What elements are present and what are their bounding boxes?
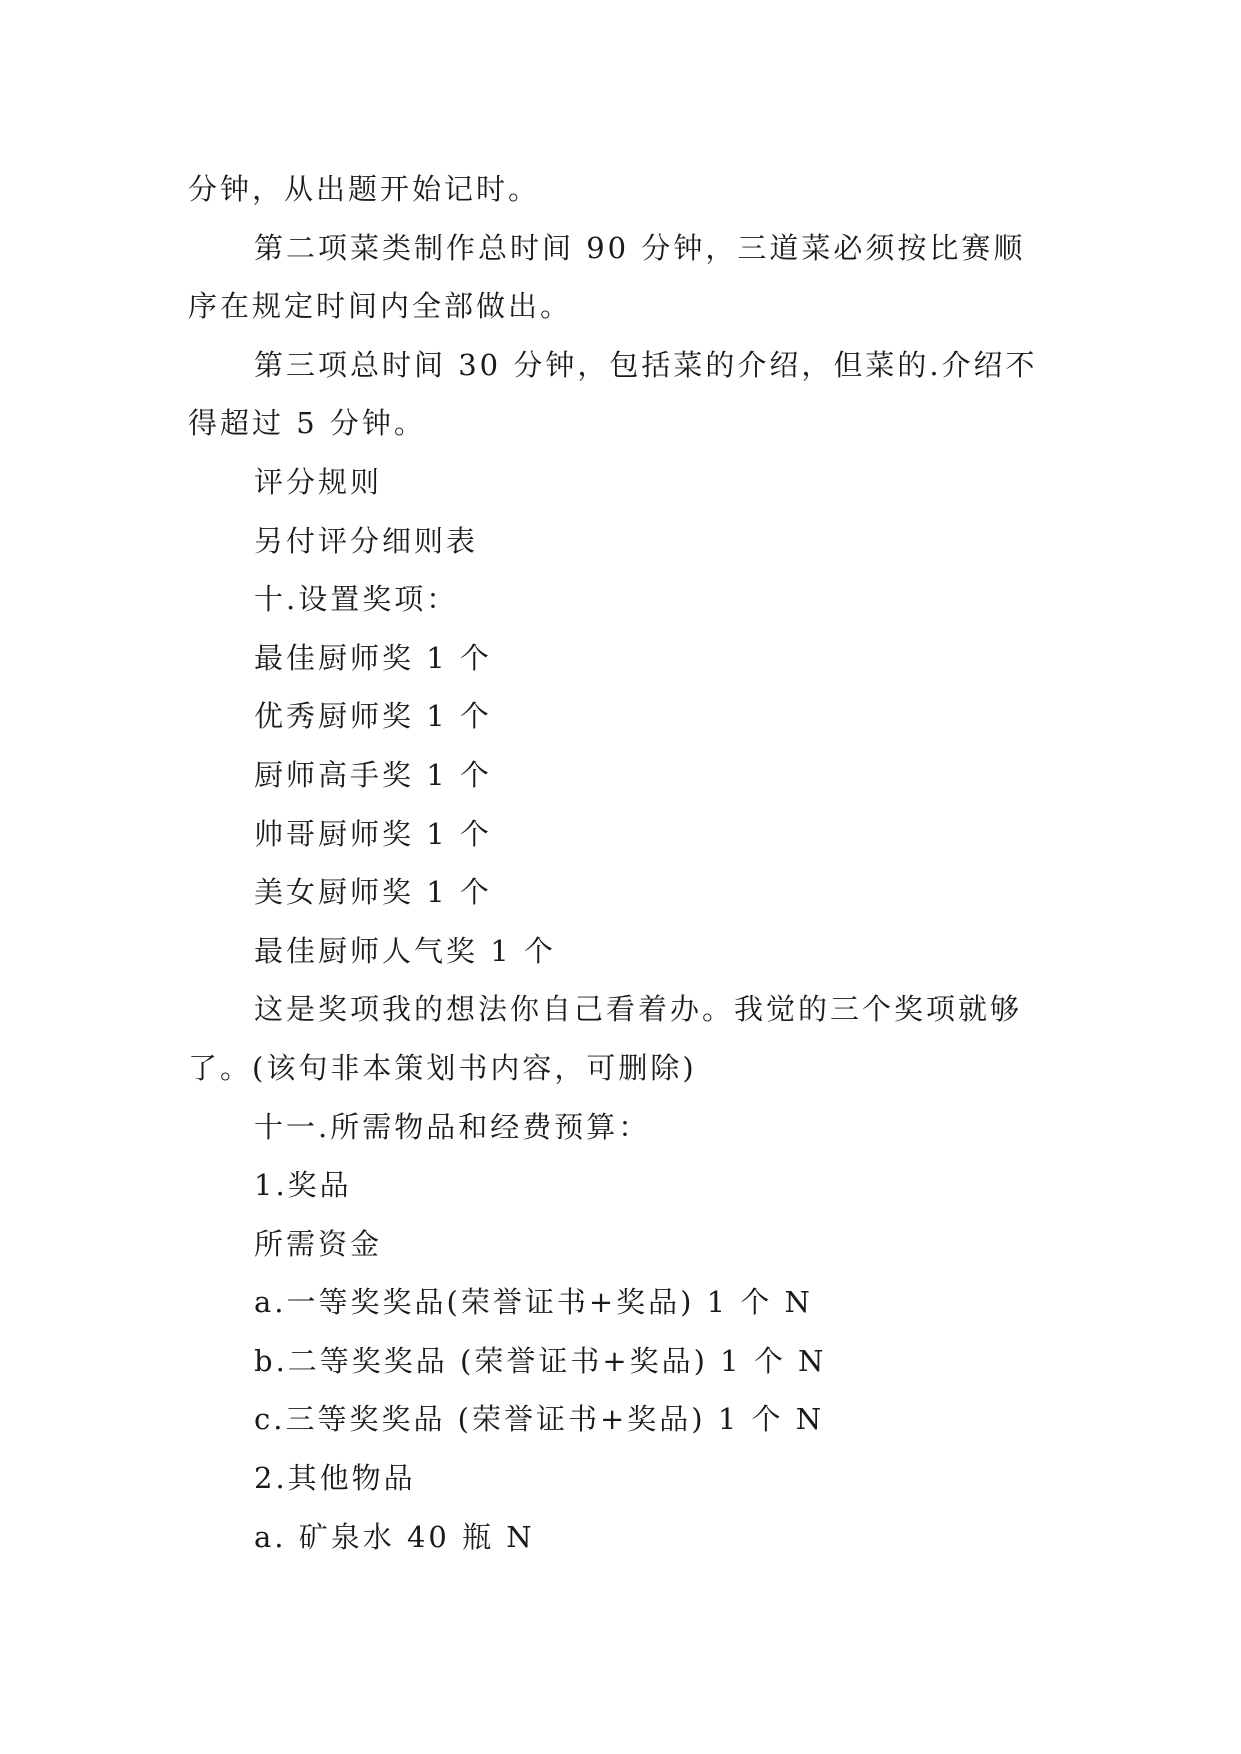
section-heading: 十.设置奖项： [254, 582, 459, 617]
paragraph-line: 另付评分细则表 [254, 523, 479, 558]
budget-item: a.一等奖奖品(荣誉证书+奖品) 1 个 N [254, 1285, 813, 1320]
paragraph-line: 第三项总时间 30 分钟，包括菜的介绍，但菜的.介绍不 [254, 347, 1038, 382]
paragraph-line: 得超过 5 分钟。 [188, 406, 426, 441]
award-item: 帅哥厨师奖 1 个 [254, 816, 492, 851]
paragraph-line: 了。(该句非本策划书内容，可删除) [188, 1050, 697, 1085]
paragraph-line: 所需资金 [254, 1226, 383, 1261]
paragraph-line: 序在规定时间内全部做出。 [188, 289, 573, 324]
budget-item: c.三等奖奖品 (荣誉证书+奖品) 1 个 N [254, 1402, 825, 1437]
award-item: 最佳厨师奖 1 个 [254, 640, 492, 675]
section-heading: 十一.所需物品和经费预算： [254, 1109, 651, 1144]
paragraph-line: 第二项菜类制作总时间 90 分钟，三道菜必须按比赛顺 [254, 230, 1026, 265]
award-item: 厨师高手奖 1 个 [254, 757, 492, 792]
award-item: 美女厨师奖 1 个 [254, 875, 492, 910]
budget-item: b.二等奖奖品 (荣誉证书+奖品) 1 个 N [254, 1343, 827, 1378]
document-body [188, 160, 1058, 1566]
award-item: 优秀厨师奖 1 个 [254, 699, 492, 734]
paragraph-line: 分钟，从出题开始记时。 [188, 172, 541, 206]
section-heading: 评分规则 [254, 464, 383, 499]
subsection-heading: 2.其他物品 [254, 1461, 416, 1496]
subsection-heading: 1.奖品 [254, 1168, 352, 1203]
award-item: 最佳厨师人气奖 1 个 [254, 933, 556, 968]
paragraph-line: 这是奖项我的想法你自己看着办。我觉的三个奖项就够 [254, 992, 1023, 1027]
budget-item: a. 矿泉水 40 瓶 N [254, 1519, 535, 1554]
